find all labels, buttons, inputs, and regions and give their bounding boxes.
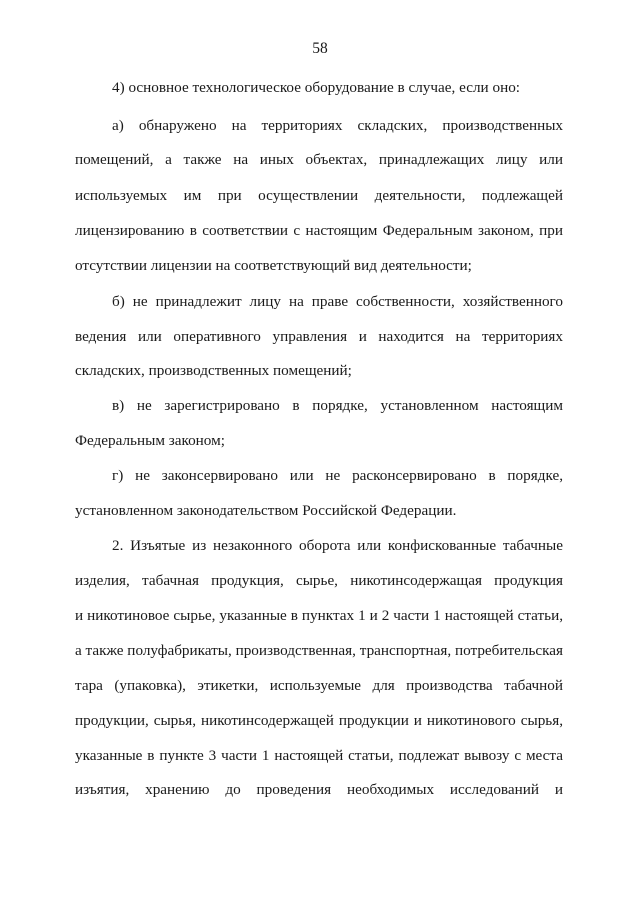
page-number: 58 — [312, 40, 328, 57]
text-line: б) не принадлежит лицу на праве собственности, хозяйственного — [112, 293, 563, 310]
text-line: 2. Изъятые из незаконного оборота или конфискованные табачные — [112, 537, 563, 554]
text-line: складских, производственных помещений; — [75, 362, 352, 379]
text-line: используемых им при осуществлении деятельности, подлежащей — [75, 187, 563, 204]
text-line: изъятия, хранению до проведения необходимых исследований и — [75, 781, 563, 798]
text-line: г) не законсервировано или не расконсервировано в порядке, — [112, 467, 563, 484]
text-line: и никотиновое сырье, указанные в пунктах 1 и 2 части 1 настоящей статьи, — [75, 607, 563, 624]
text-line: указанные в пункте 3 части 1 настоящей статьи, подлежат вывозу с места — [75, 747, 563, 764]
text-line: изделия, табачная продукция, сырье, никотинсодержащая продукция — [75, 572, 563, 589]
text-line: ведения или оперативного управления и находится на территориях — [75, 328, 563, 345]
text-line: установленном законодательством Российской Федерации. — [75, 502, 457, 519]
text-line: Федеральным законом; — [75, 432, 225, 449]
text-line: тара (упаковка), этикетки, используемые для производства табачной — [75, 677, 563, 694]
text-line: лицензированию в соответствии с настоящим Федеральным законом, при — [75, 222, 563, 239]
text-line: помещений, а также на иных объектах, принадлежащих лицу или — [75, 151, 563, 168]
text-line: в) не зарегистрировано в порядке, установленном настоящим — [112, 397, 563, 414]
text-line: отсутствии лицензии на соответствующий вид деятельности; — [75, 257, 472, 274]
text-line: продукции, сырья, никотинсодержащей продукции и никотинового сырья, — [75, 712, 563, 729]
text-line: а) обнаружено на территориях складских, производственных — [112, 117, 563, 134]
text-line: а также полуфабрикаты, производственная, транспортная, потребительская — [75, 642, 564, 659]
text-line: 4) основное технологическое оборудование в случае, если оно: — [112, 79, 521, 96]
